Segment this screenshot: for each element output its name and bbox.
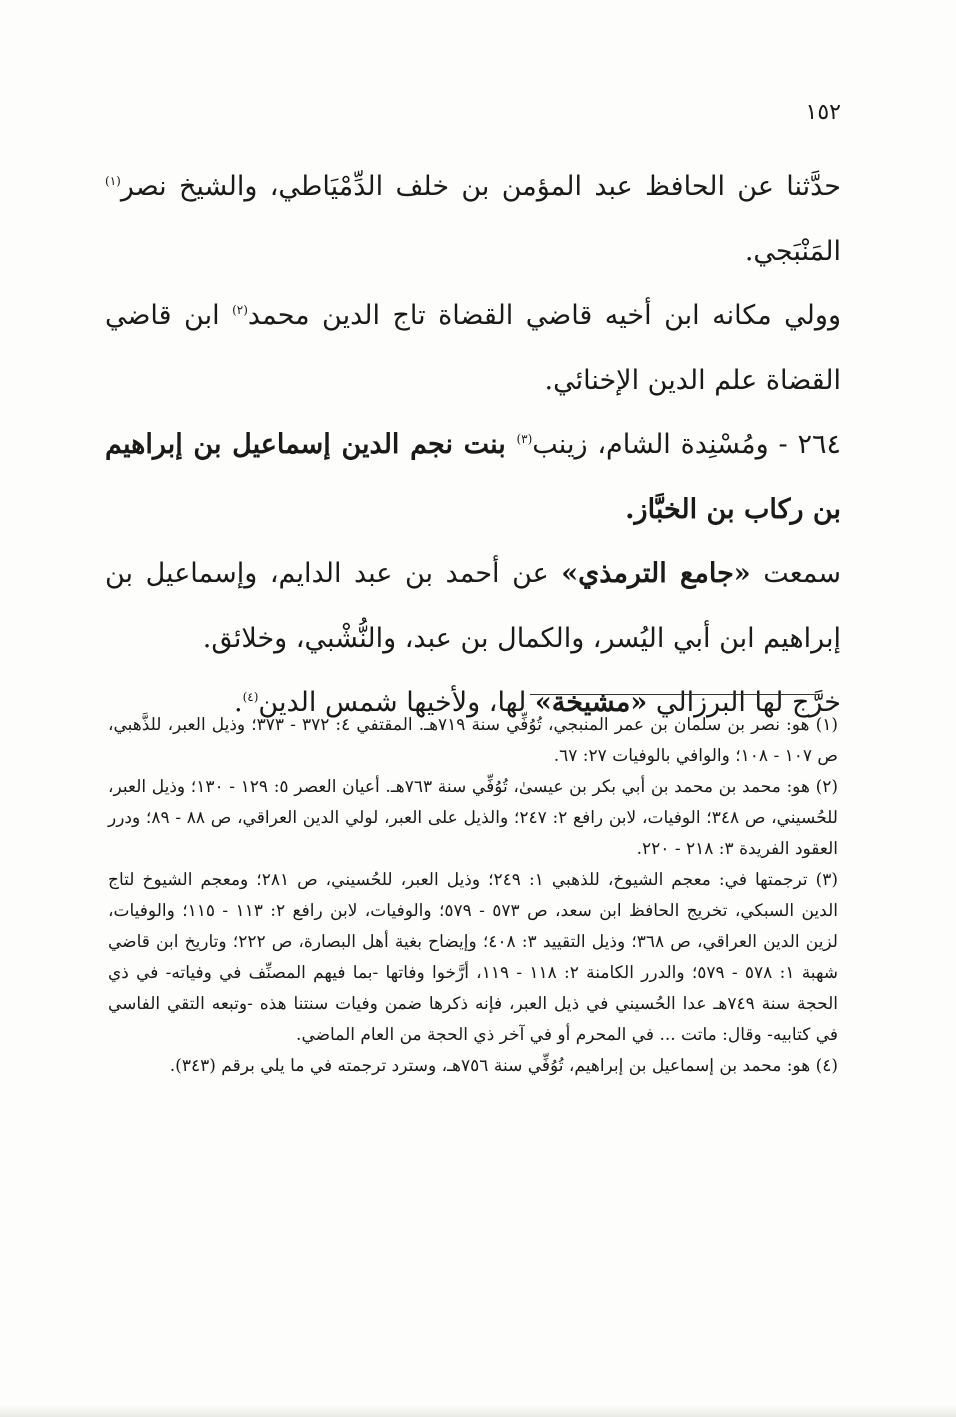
paragraph	[105, 284, 841, 413]
footnote-ref[interactable]: (٢)	[232, 303, 248, 317]
text-run: .	[233, 687, 243, 718]
text-run: ابن قاضي القضاة علم الدين الإخنائي.	[105, 300, 841, 396]
page-number: ١٥٢	[805, 100, 841, 125]
text-run: لها، ولأخيها شمس الدين	[258, 687, 535, 718]
footnote-ref[interactable]: (١)	[105, 174, 121, 188]
footnote: (٢) هو: محمد بن محمد بن أبي بكر بن عيسىٰ، تُوُفِّي سنة ٧٦٣هـ. أعيان العصر ٥: ١٢٩ - ١٣٠؛ وذيل العبر، للحُسيني، ص ٣٤٨؛ الوفيات، لابن رافع ٢: ٢٤٧؛ والذيل على العبر، لولي الدين العراقي، ص ٨٨ - ٨٩؛ ودرر العقود الفريدة ٣: ٢١٨ - ٢٢٠.	[108, 777, 838, 859]
paragraph	[105, 542, 841, 671]
text-run: حدَّثنا عن الحافظ عبد المؤمن بن خلف الدِّمْيَاطي، والشيخ نصر	[120, 171, 841, 202]
text-run: وولي مكانه ابن أخيه قاضي القضاة تاج الدين محمد	[247, 300, 841, 331]
text-run: خرَّج لها البرزالي	[647, 687, 841, 718]
footnotes	[108, 710, 838, 1082]
entry-heading	[105, 413, 841, 542]
entry-number: ٢٦٤ - ومُسْنِدة الشام، زينب	[532, 429, 841, 460]
footnote: (٣) ترجمتها في: معجم الشيوخ، للذهبي ١: ٢٤٩؛ وذيل العبر، للحُسيني، ص ٢٨١؛ ومعجم الشيوخ لتاج الدين السبكي، تخريج الحافظ ابن سعد، ص ٥٧٣ - ٥٧٩؛ والوفيات، لابن رافع ٢: ١١٣ - ١١٥؛ والوفيات، لزين الدين العراقي، ص ٣٦٨؛ وذيل التقييد ٣: ٤٠٨؛ وإيضاح بغية أهل البصارة، ص ٢٢٢؛ وتاريخ ابن قاضي شهبة ١: ٥٧٨ - ٥٧٩؛ والدرر الكامنة ٢: ١١٨ - ١١٩، أرَّخوا وفاتها -بما فيهم المصنِّف في وفياته- في ذي الحجة سنة ٧٤٩هـ عدا الحُسيني في ذيل العبر، فإنه ذكرها ضمن وفيات سنتنا هذه -وتبعه التقي الفاسي في كتابيه- وقال: ماتت ... في المحرم أو في آخر ذي الحجة من العام الماضي.	[108, 870, 839, 1045]
book-title: «جامع الترمذي»	[561, 558, 751, 589]
text-run: سمعت	[750, 558, 841, 589]
entry-name: بنت نجم الدين إسماعيل بن إبراهيم بن ركاب بن الخبَّاز.	[105, 429, 841, 525]
footnote-ref[interactable]: (٤)	[242, 690, 259, 704]
text-run: المَنْبَجي.	[744, 235, 841, 267]
footnote: (٤) هو: محمد بن إسماعيل بن إبراهيم، تُوُفِّي سنة ٧٥٦هـ، وسترد ترجمته في ما يلي برقم (٣٤٣).	[169, 1056, 838, 1076]
footnote-ref[interactable]: (٣)	[516, 432, 533, 446]
book-title: «مشيخة»	[534, 687, 648, 718]
text-run: عن أحمد بن عبد الدايم، وإسماعيل بن إبراهيم ابن أبي اليُسر، والكمال بن عبد، والنُّشْبي، وخلائق.	[105, 558, 841, 654]
footnote-divider	[530, 694, 820, 695]
main-text	[105, 155, 841, 736]
footnote: (١) هو: نصر بن سلمان بن عمر المنبجي، تُوُفِّي سنة ٧١٩هـ. المقتفي ٤: ٣٧٢ - ٣٧٣؛ وذيل العبر، للذَّهبي، ص ١٠٧ - ١٠٨؛ والوافي بالوفيات ٢٧: ٦٧.	[108, 715, 838, 766]
paragraph	[105, 155, 841, 284]
page-edge	[0, 1405, 956, 1417]
